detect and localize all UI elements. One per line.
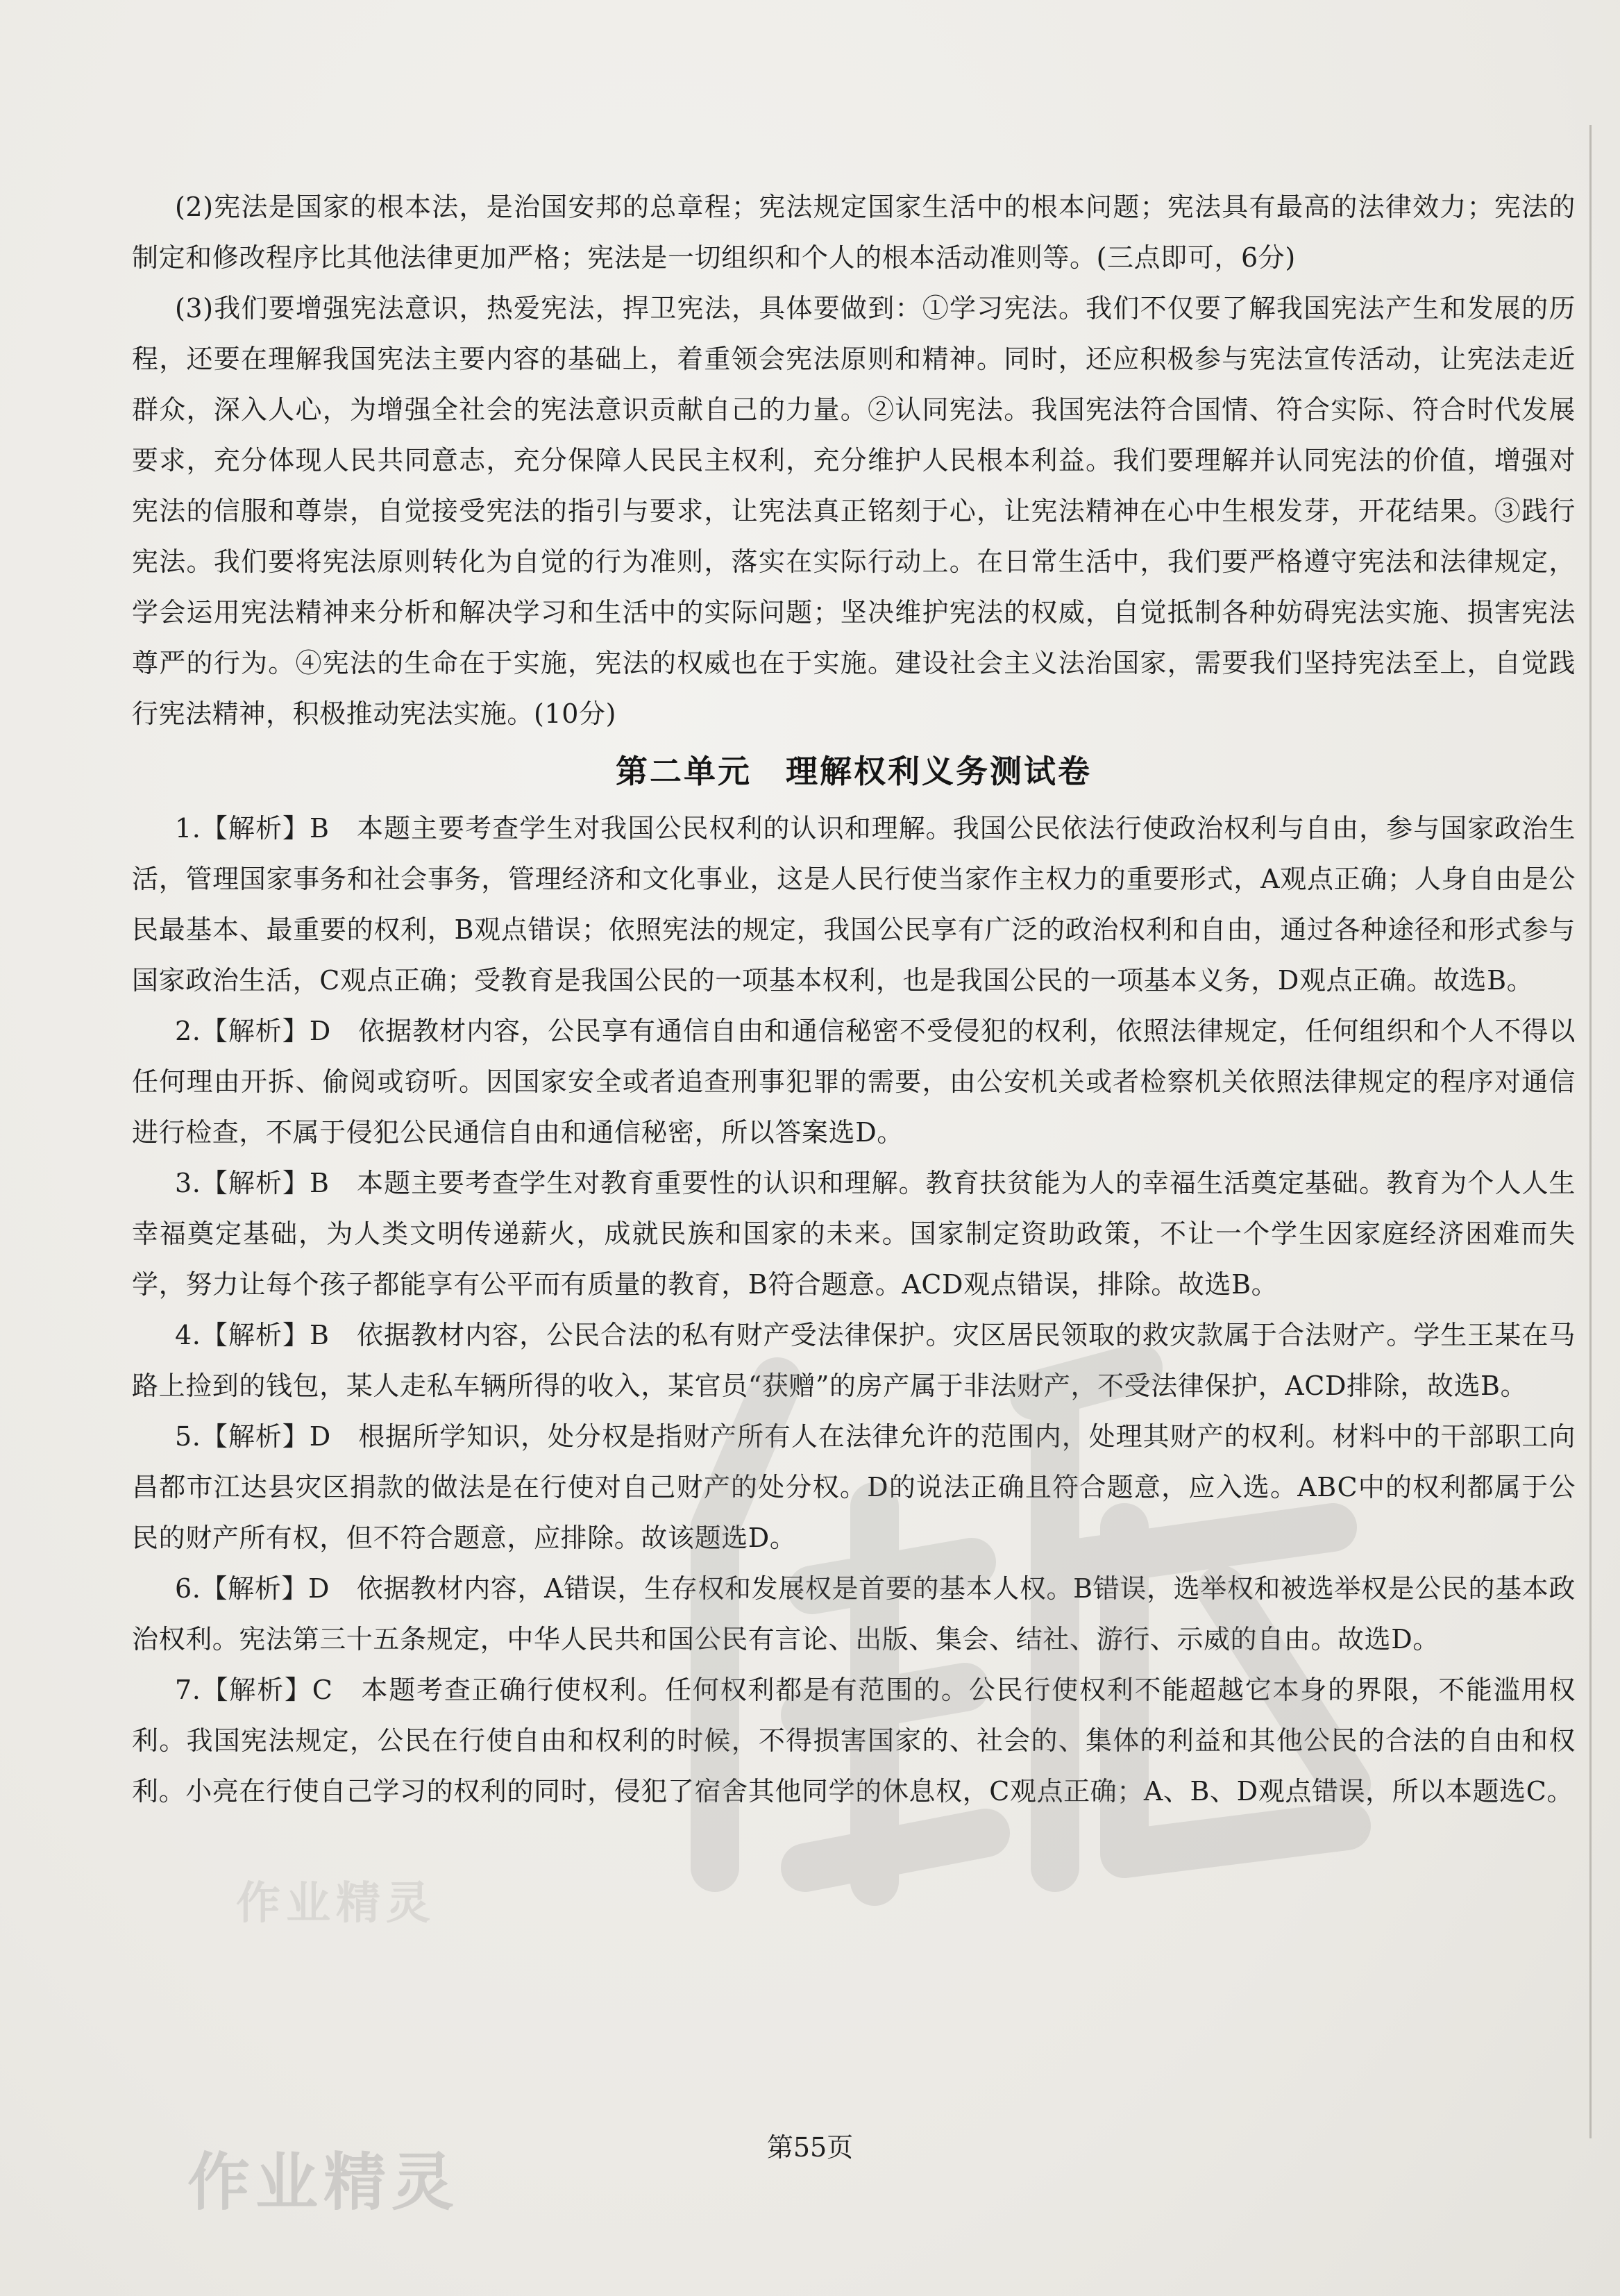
page-body: [132, 182, 1576, 1817]
answer-item-4: 4.【解析】B 依据教材内容，公民合法的私有财产受法律保护。灾区居民领取的救灾款属于合法财产。学生王某在马路上捡到的钱包，某人走私车辆所得的收入，某官员“获赠”的房产属于非法财产，不受法律保护，ACD排除，故选B。: [132, 1320, 1576, 1401]
answer-item-5: 5.【解析】D 根据所学知识，处分权是指财产所有人在法律允许的范围内，处理其财产的权利。材料中的干部职工向昌都市江达县灾区捐款的做法是在行使对自己财产的处分权。D的说法正确且符合题意，应入选。ABC中的权利都属于公民的财产所有权，但不符合题意，应排除。故该题选D。: [132, 1421, 1576, 1553]
answer-item-7: 7.【解析】C 本题考查正确行使权利。任何权利都是有范围的。公民行使权利不能超越它本身的界限，不能滥用权利。我国宪法规定，公民在行使自由和权利的时候，不得损害国家的、社会的、集体的利益和其他公民的合法的自由和权利。小亮在行使自己学习的权利的同时，侵犯了宿舍其他同学的休息权，C观点正确；A、B、D观点错误，所以本题选C。: [132, 1675, 1576, 1807]
answer-item-2: 2.【解析】D 依据教材内容，公民享有通信自由和通信秘密不受侵犯的权利，依照法律规定，任何组织和个人不得以任何理由开拆、偷阅或窃听。因国家安全或者追查刑事犯罪的需要，由公安机关或者检察机关依照法律规定的程序对通信进行检查，不属于侵犯公民通信自由和通信秘密，所以答案选D。: [132, 1016, 1576, 1148]
right-margin-rule: [1589, 125, 1592, 2138]
answer-paragraph-part-2: (2)宪法是国家的根本法，是治国安邦的总章程；宪法规定国家生活中的根本问题；宪法具有最高的法律效力；宪法的制定和修改程序比其他法律更加严格；宪法是一切组织和个人的根本活动准则等。(三点即可，6分): [132, 192, 1576, 273]
answer-item-1: 1.【解析】B 本题主要考查学生对我国公民权利的认识和理解。我国公民依法行使政治权利与自由，参与国家政治生活，管理国家事务和社会事务，管理经济和文化事业，这是人民行使当家作主权力的重要形式，A观点正确；人身自由是公民最基本、最重要的权利，B观点错误；依照宪法的规定，我国公民享有广泛的政治权利和自由，通过各种途径和形式参与国家政治生活，C观点正确；受教育是我国公民的一项基本权利，也是我国公民的一项基本义务，D观点正确。故选B。: [132, 813, 1576, 996]
answer-paragraph-part-3: (3)我们要增强宪法意识，热爱宪法，捍卫宪法，具体要做到：①学习宪法。我们不仅要了解我国宪法产生和发展的历程，还要在理解我国宪法主要内容的基础上，着重领会宪法原则和精神。同时，还应积极参与宪法宣传活动，让宪法走近群众，深入人心，为增强全社会的宪法意识贡献自己的力量。②认同宪法。我国宪法符合国情、符合实际、符合时代发展要求，充分体现人民共同意志，充分保障人民民主权利，充分维护人民根本利益。我们要理解并认同宪法的价值，增强对宪法的信服和尊崇，自觉接受宪法的指引与要求，让宪法真正铭刻于心，让宪法精神在心中生根发芽，开花结果。③践行宪法。我们要将宪法原则转化为自觉的行为准则，落实在实际行动上。在日常生活中，我们要严格遵守宪法和法律规定，学会运用宪法精神来分析和解决学习和生活中的实际问题；坚决维护宪法的权威，自觉抵制各种妨碍宪法实施、损害宪法尊严的行为。④宪法的生命在于实施，宪法的权威也在于实施。建设社会主义法治国家，需要我们坚持宪法至上，自觉践行宪法精神，积极推动宪法实施。(10分): [132, 293, 1576, 729]
answer-item-6: 6.【解析】D 依据教材内容，A错误，生存权和发展权是首要的基本人权。B错误，选举权和被选举权是公民的基本政治权利。宪法第三十五条规定，中华人民共和国公民有言论、出版、集会、结社、游行、示威的自由。故选D。: [132, 1573, 1576, 1654]
watermark-text-corner: 作业精灵: [187, 2146, 459, 2219]
page-number: 第55页: [766, 2132, 854, 2163]
answer-item-3: 3.【解析】B 本题主要考查学生对教育重要性的认识和理解。教育扶贫能为人的幸福生活奠定基础。教育为个人人生幸福奠定基础，为人类文明传递薪火，成就民族和国家的未来。国家制定资助政策，不让一个学生因家庭经济困难而失学，努力让每个孩子都能享有公平而有质量的教育，B符合题意。ACD观点错误，排除。故选B。: [132, 1168, 1576, 1300]
section-title: 第二单元 理解权利义务测试卷: [616, 753, 1092, 790]
watermark-text-faint: 作业精灵: [236, 1878, 436, 1929]
